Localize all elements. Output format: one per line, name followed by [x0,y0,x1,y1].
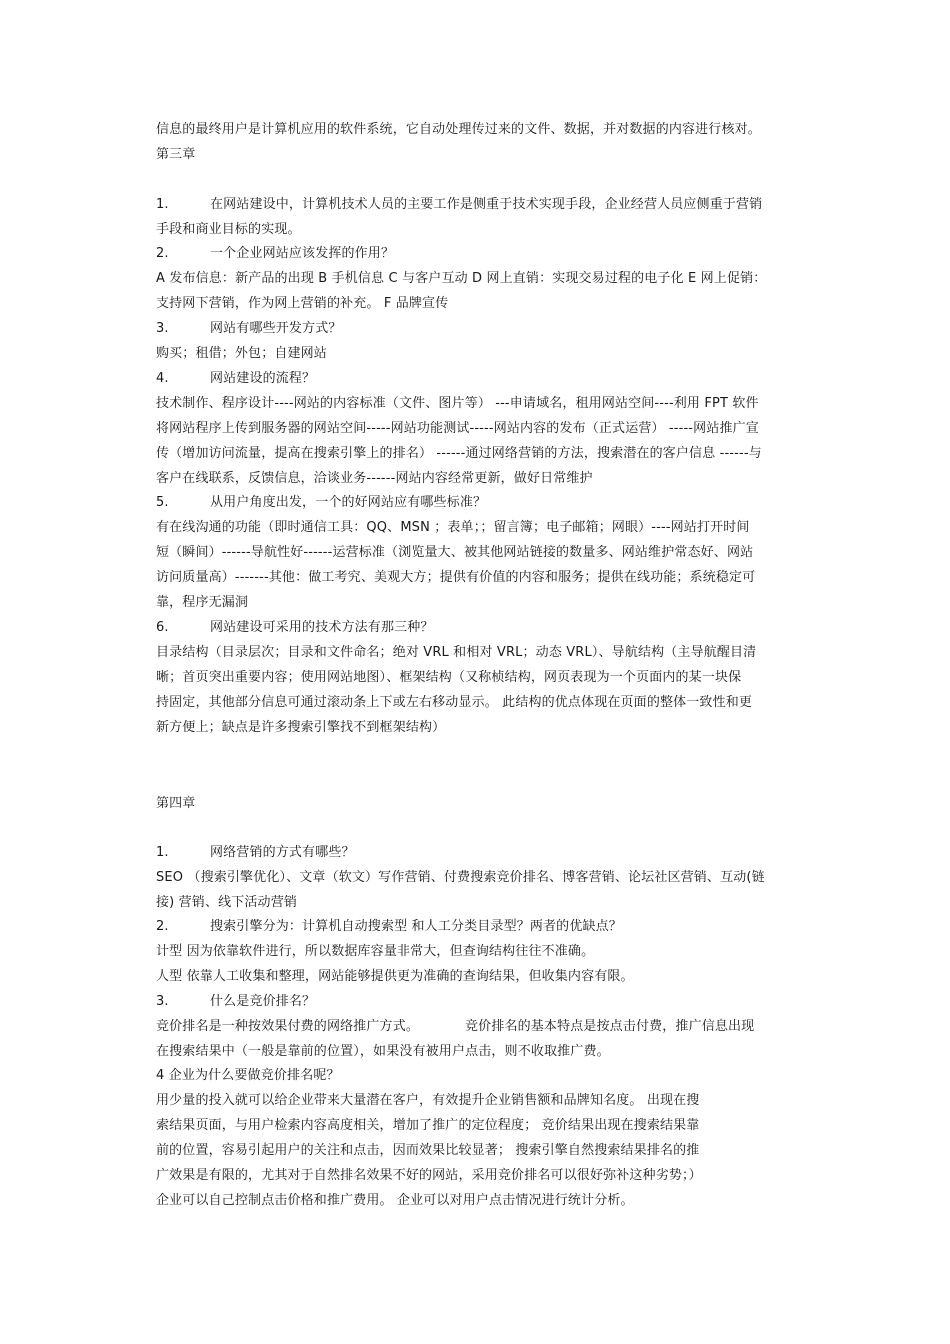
ch3-q5-answer-1: 有在线沟通的功能（即时通信工具：QQ、MSN ；表单；；留言簿；电子邮箱；网眼）----网站打开时间 [156,520,750,535]
ch3-q2 [156,244,394,264]
q-number: 1. [156,197,169,212]
q-number: 5. [156,495,169,510]
answer-part-1: 竞价排名是一种按效果付费的网络推广方式。 [156,1019,420,1034]
ch3-q4 [156,369,315,389]
ch4-q4-answer-1: 用少量的投入就可以给企业带来大量潜在客户，有效提升企业销售额和品牌知名度。 出现在搜 [156,1093,700,1108]
ch4-q4: 4 企业为什么要做竞价排名呢？ [156,1068,340,1083]
ch3-q5-answer-4: 靠，程序无漏洞 [156,595,249,610]
ch3-q4-answer-3: 传（增加访问流量，提高在搜索引擎上的排名） ------通过网络营销的方法，搜索潜在的客户信息 ------与 [156,446,762,461]
ch4-q4-answer-3: 前的位置，容易引起用户的关注和点击，因而效果比较显著； 搜索引擎自然搜索结果排名的推 [156,1143,700,1158]
q-text: 什么是竞价排名？ [210,994,316,1009]
ch4-q2-answer-1: 计型 因为依靠软件进行，所以数据库容量非常大，但查询结构往往不准确。 [156,944,595,959]
ch3-q5-answer-3: 访问质量高）-------其他：做工考究、美观大方；提供有价值的内容和服务；提供在线功能；系统稳定可 [156,570,756,585]
chapter-3-title: 第三章 [156,147,196,162]
ch3-q6 [156,618,434,638]
q-text: 网站建设的流程？ [210,371,316,386]
ch4-q3-answer-1 [156,1017,754,1037]
ch4-q1 [156,843,355,863]
answer-part-2: 竞价排名的基本特点是按点击付费，推广信息出现 [465,1019,755,1034]
q-number: 1. [156,845,169,860]
q-text: 搜索引擎分为：计算机自动搜索型 和人工分类目录型？两者的优缺点？ [210,919,622,934]
ch3-q2-answer-2: 支持网下营销，作为网上营销的补充。 F 品牌宣传 [156,296,449,311]
ch3-q1 [156,195,762,215]
ch3-q1-line2: 手段和商业目标的实现。 [156,222,301,237]
ch4-q4-answer-4: 广效果是有限的，尤其对于自然排名效果不好的网站，采用竞价排名可以很好弥补这种劣势；） [156,1168,702,1183]
q-text: 一个企业网站应该发挥的作用？ [210,246,395,261]
q-text: 在网站建设中，计算机技术人员的主要工作是侧重于技术实现手段，企业经营人员应侧重于营销 [210,197,763,212]
q-number: 4. [156,371,169,386]
q-number: 3. [156,994,169,1009]
ch3-q4-answer-1: 技术制作、程序设计----网站的内容标准（文件、图片等） ---申请域名，租用网站空间----利用 FPT 软件 [156,396,759,411]
ch4-q3 [156,992,315,1012]
ch4-q4-answer-5: 企业可以自己控制点击价格和推广费用。 企业可以对用户点击情况进行统计分析。 [156,1193,634,1208]
q-number: 3. [156,321,169,336]
ch4-q2-answer-2: 人型 依靠人工收集和整理，网站能够提供更为准确的查询结果，但收集内容有限。 [156,969,634,984]
intro-line: 信息的最终用户是计算机应用的软件系统，它自动处理传过来的文件、数据，并对数据的内容进行核对。 [156,122,761,137]
ch3-q3-answer: 购买；租借；外包；自建网站 [156,346,327,361]
q-number: 2. [156,919,169,934]
ch3-q6-answer-3: 持固定，其他部分信息可通过滚动条上下或左右移动显示。 此结构的优点体现在页面的整体一致性和更 [156,695,753,710]
q-number: 2. [156,246,169,261]
q-text: 网络营销的方式有哪些？ [210,845,355,860]
ch4-q1-answer-2: 接) 营销、线下活动营销 [156,895,298,910]
ch4-q1-answer-1: SEO （搜索引擎优化）、文章（软文）写作营销、付费搜索竞价排名、博客营销、论坛社区营销、互动(链 [156,870,765,885]
q-text: 网站建设可采用的技术方法有那三种？ [210,620,434,635]
ch3-q5-answer-2: 短（瞬间）------导航性好------运营标准（浏览量大、被其他网站链接的数量多、网站维护常态好、网站 [156,545,754,560]
ch3-q2-answer-1: A 发布信息：新产品的出现 B 手机信息 C 与客户互动 D 网上直销：实现交易过程的电子化 E 网上促销： [156,271,767,286]
q-text: 从用户角度出发，一个的好网站应有哪些标准？ [210,495,487,510]
ch3-q6-answer-1: 目录结构（目录层次；目录和文件命名；绝对 VRL 和相对 VRL；动态 VRL）、导航结构（主导航醒目清 [156,645,757,660]
ch3-q3 [156,319,342,339]
q-number: 6. [156,620,169,635]
chapter-4-title: 第四章 [156,796,196,811]
ch4-q4-answer-2: 索结果页面，与用户检索内容高度相关，增加了推广的定位程度； 竞价结果出现在搜索结果靠 [156,1118,700,1133]
ch3-q6-answer-2: 晰；首页突出重要内容；使用网站地图）、框架结构（又称桢结构，网页表现为一个页面内的某一块保 [156,670,742,685]
ch4-q3-answer-2: 在搜索结果中（一般是靠前的位置），如果没有被用户点击，则不收取推广费。 [156,1044,610,1059]
ch3-q6-answer-4: 新方便上；缺点是许多搜索引擎找不到框架结构） [156,720,446,735]
ch3-q4-answer-2: 将网站程序上传到服务器的网站空间-----网站功能测试-----网站内容的发布（正式运营） -----网站推广宣 [156,421,759,436]
ch3-q5 [156,493,486,513]
ch3-q4-answer-4: 客户在线联系，反馈信息，洽谈业务------网站内容经常更新，做好日常维护 [156,471,593,486]
q-text: 网站有哪些开发方式？ [210,321,342,336]
ch4-q2 [156,917,622,937]
